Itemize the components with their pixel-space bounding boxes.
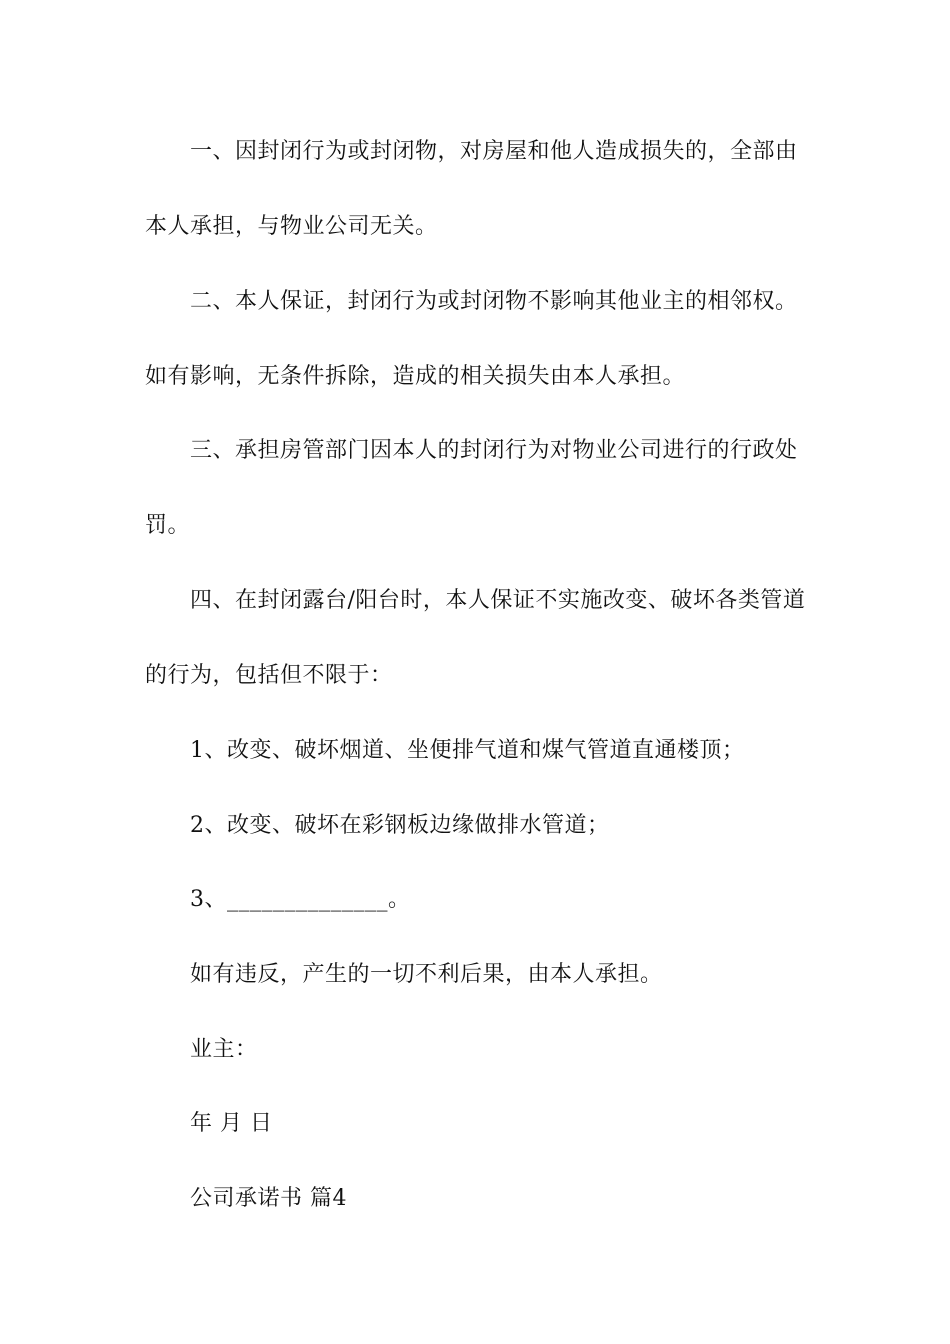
clause-4-line-1: 四、在封闭露台/阳台时，本人保证不实施改变、破坏各类管道 xyxy=(190,588,806,613)
date-line: 年 月 日 xyxy=(190,1111,273,1136)
clause-1-line-2: 本人承担，与物业公司无关。 xyxy=(145,214,438,239)
sub-item-2: 2、改变、破坏在彩钢板边缘做排水管道； xyxy=(190,813,610,838)
sub-item-3: 3、______________。 xyxy=(190,887,411,912)
violation-statement: 如有违反，产生的一切不利后果，由本人承担。 xyxy=(190,962,663,987)
clause-2-line-2: 如有影响，无条件拆除，造成的相关损失由本人承担。 xyxy=(145,364,686,389)
clause-3-line-2: 罚。 xyxy=(145,513,191,538)
clause-4-line-2: 的行为，包括但不限于： xyxy=(145,663,393,688)
owner-signature-label: 业主： xyxy=(190,1037,258,1062)
sub-item-1: 1、改变、破坏烟道、坐便排气道和煤气管道直通楼顶； xyxy=(190,738,745,763)
section-heading: 公司承诺书 篇4 xyxy=(190,1186,347,1211)
clause-2-line-1: 二、本人保证，封闭行为或封闭物不影响其他业主的相邻权。 xyxy=(190,289,798,314)
clause-1-line-1: 一、因封闭行为或封闭物，对房屋和他人造成损失的，全部由 xyxy=(190,139,798,164)
clause-3-line-1: 三、承担房管部门因本人的封闭行为对物业公司进行的行政处 xyxy=(190,438,798,463)
